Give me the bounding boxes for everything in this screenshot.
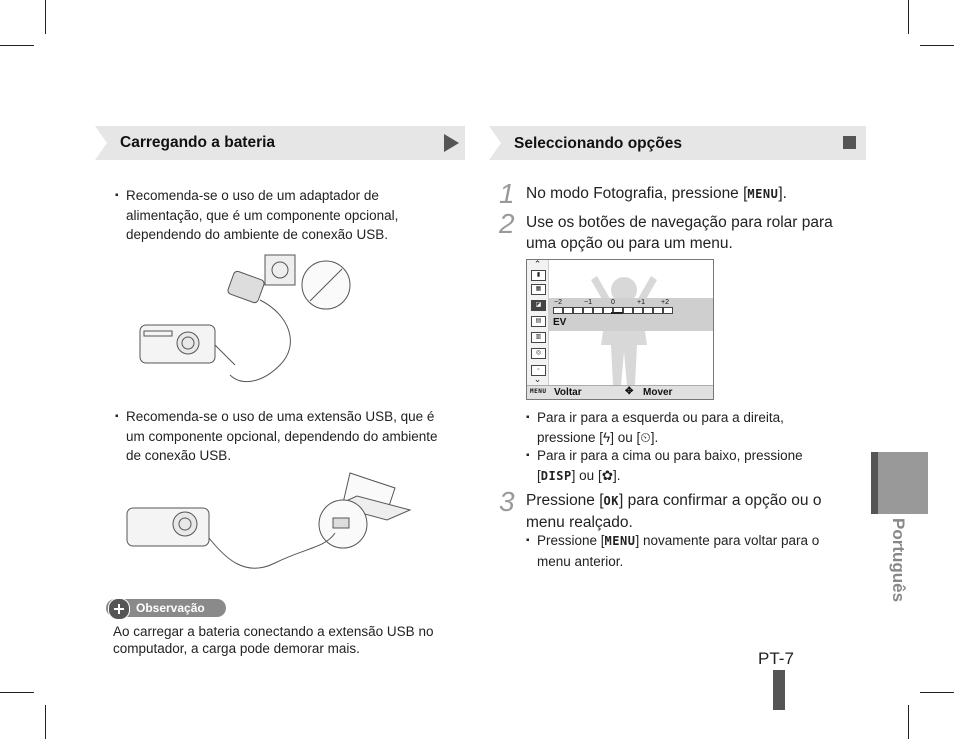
ev-label: EV	[553, 317, 567, 328]
sub-bullet-menu-back: ▪ Pressione [MENU] novamente para voltar para o menu anterior.	[526, 533, 820, 569]
step-3-number: 3	[499, 486, 515, 517]
menu-key-label: MENU	[530, 388, 547, 395]
quality-icon: ▦	[531, 284, 546, 295]
iso-icon: ▤	[531, 316, 546, 327]
up-arrow-icon: ⌃	[533, 259, 542, 269]
focus-area-icon: ▫	[531, 365, 546, 376]
ev-scale	[553, 307, 673, 313]
camera-screen	[526, 259, 714, 400]
scale-label: +1	[637, 299, 645, 306]
screen-bottom-bar	[527, 385, 713, 400]
step-1-number: 1	[499, 178, 515, 209]
scale-label: 0	[611, 299, 615, 306]
size-icon: ▮	[531, 270, 546, 281]
step-1-text: No modo Fotografia, pressione [MENU].	[526, 185, 787, 202]
language-tab	[871, 452, 928, 514]
flash-icon: ϟ	[603, 429, 611, 445]
plus-icon	[108, 598, 130, 620]
timer-icon: ⏲	[640, 429, 651, 445]
note-label: Observação	[136, 601, 205, 615]
ev-selection-band	[549, 298, 713, 331]
white-balance-icon: ▥	[531, 332, 546, 343]
page-marker	[773, 670, 785, 710]
macro-icon: ✿	[601, 467, 614, 483]
ev-icon: ◪	[531, 300, 546, 311]
sub-bullet-left-right: ▪ Para ir para a esquerda ou para a direita, pressione [ϟ] ou [⏲].	[526, 410, 784, 445]
section-title-charging: Carregando a bateria	[120, 134, 276, 151]
laptop-illustration	[125, 468, 415, 583]
step-2-text: Use os botões de navegação para rolar para uma opção ou para um menu.	[526, 214, 833, 252]
step-3-text: Pressione [OK] para confirmar a opção ou o menu realçado.	[526, 492, 822, 531]
page-number: PT-7	[758, 649, 794, 668]
scale-label: −2	[554, 299, 562, 306]
screen-sidebar	[527, 260, 549, 399]
move-label: Mover	[643, 387, 673, 398]
bullet-adapter: ▪ Recomenda-se o uso de um adaptador de alimentação, que é um componente opcional, dependendo do ambiente de conexão USB.	[115, 188, 399, 242]
down-arrow-icon: ⌄	[533, 374, 542, 384]
back-label: Voltar	[554, 387, 582, 398]
section-title-options: Seleccionando opções	[514, 135, 682, 152]
scale-label: +2	[661, 299, 669, 306]
ev-marker	[611, 312, 623, 314]
stop-square-icon	[843, 136, 856, 149]
move-arrows-icon: ✥	[625, 386, 634, 397]
note-text: Ao carregar a bateria conectando a extensão USB no computador, a carga pode demorar mais.	[113, 624, 434, 656]
language-label: Português	[889, 518, 908, 603]
step-2-number: 2	[499, 208, 515, 239]
bullet-usb-extension: ▪ Recomenda-se o uso de uma extensão USB, que é um componente opcional, dependendo do ambiente de conexão USB.	[115, 409, 438, 463]
adapter-illustration	[130, 245, 365, 395]
face-detection-icon: ◎	[531, 348, 546, 359]
sub-bullet-up-down: ▪ Para ir para a cima ou para baixo, pressione [DISP] ou [✿].	[526, 448, 803, 483]
scale-label: −1	[584, 299, 592, 306]
play-triangle-icon	[444, 134, 459, 152]
